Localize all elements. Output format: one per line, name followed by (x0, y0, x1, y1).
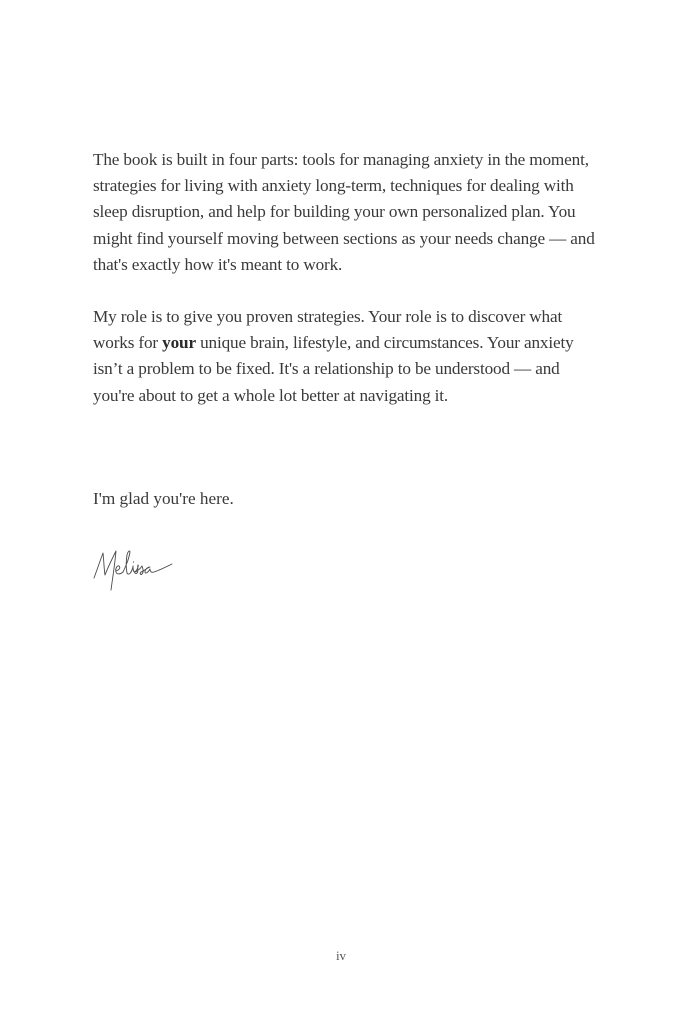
emphasis-your: your (162, 333, 196, 353)
closing-line: I'm glad you're here. (93, 489, 234, 508)
page-number: iv (335, 948, 347, 963)
paragraph-book-structure (93, 147, 603, 278)
paragraph-1-text: The book is built in four parts: tools for managing anxiety in the moment, strategies for living with anxiety long-term, techniques for dealing with sleep disruption, and help for building your own personalized plan. You might find yourself moving between sections as your needs change — and that's exactly how it's meant to work. (93, 150, 595, 274)
handwritten-signature (90, 545, 180, 597)
paragraph-2-text-start: My role is to give you proven strategies. Your role is to discover what works for (93, 307, 563, 353)
paragraph-2-text-end: unique brain, lifestyle, and circumstances. Your anxiety isn’t a problem to be fixed. It's a relationship to be understood — and you're about to get a whole lot better at navigating it. (93, 333, 574, 405)
paragraph-roles (93, 304, 603, 409)
body-text (93, 147, 603, 409)
